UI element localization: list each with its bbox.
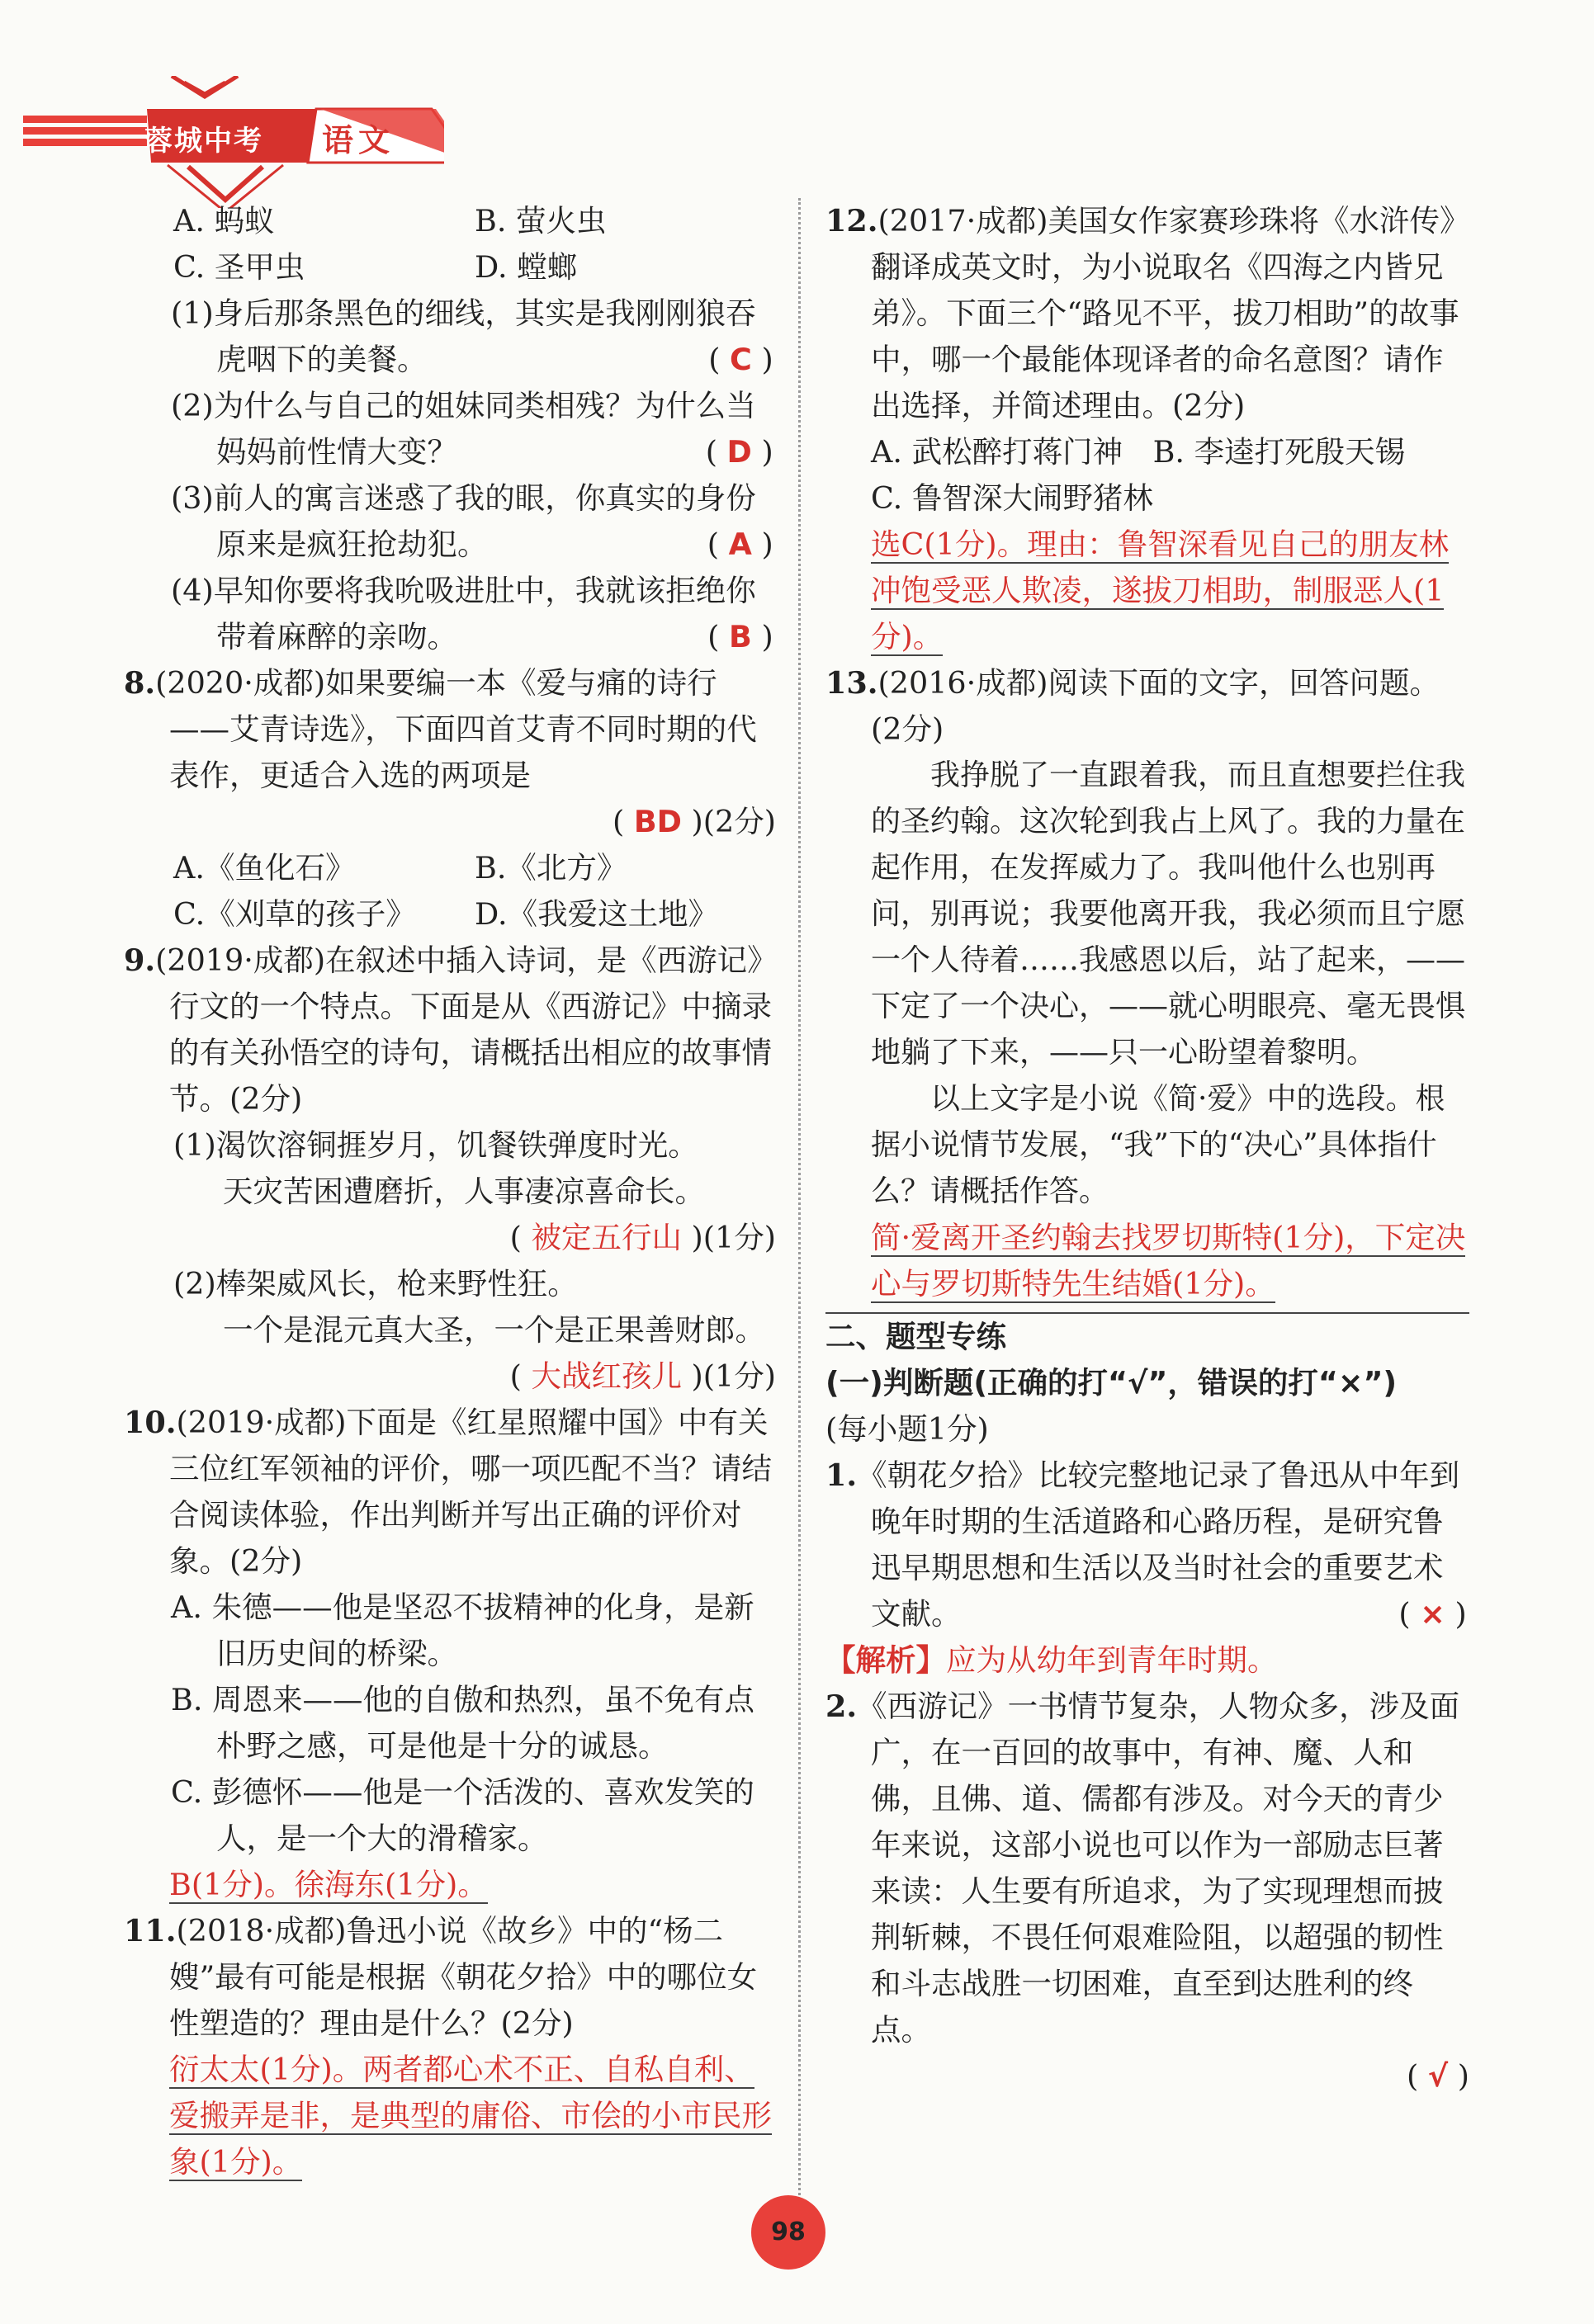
judge-2-mark-line: ( √ ) bbox=[1406, 2058, 1469, 2094]
q11-number: 11. bbox=[124, 1913, 177, 1948]
q7-item-3: (3)前人的寓言迷惑了我的眼，你真实的身份原来是疯狂抢劫犯。 ( A ) bbox=[171, 480, 773, 562]
judge-item-2: 2.《西游记》一书情节复杂，人物众多，涉及面广，在一百回的故事中，有神、魔、人和佛，且佛、道、儒都有涉及。对今天的青少年来说，这部小说也可以作为一部励志巨著来读：人生要有所追求，为了实现理想而披荆斩棘，不畏任何艰难险阻，以超强的韧性和斗志战胜一切困难，直至到达胜利的终点。 bbox=[825, 1689, 1460, 2048]
q10-option-b: B. 周恩来——他的自傲和热烈，虽不免有点朴野之感，可是他是十分的诚恳。 bbox=[171, 1682, 755, 1764]
q12-stem: 12.(2017·成都)美国女作家赛珍珠将《水浒传》翻译成英文时，为小说取名《四海之内皆兄弟》。下面三个“路见不平，拔刀相助”的故事中，哪一个最能体现译者的命名意图？请作出选择，并简述理由。(2分) bbox=[825, 203, 1459, 423]
q8-number: 8. bbox=[124, 665, 156, 701]
q11-answer: 衍太太(1分)。两者都心术不正、自私自利、爱搬弄是非，是典型的庸俗、市侩的小市民形象(1分)。 bbox=[169, 2052, 772, 2180]
subject-label: 语文 bbox=[322, 122, 395, 158]
q9-stem: 9.(2019·成都)在叙述中插入诗词，是《西游记》行文的一个特点。下面是从《西游记》中摘录的有关孙悟空的诗句，请概括出相应的故事情节。(2分) bbox=[124, 942, 772, 1117]
q8-answer: BD bbox=[633, 804, 682, 839]
judge-1-explanation bbox=[825, 1637, 1469, 1684]
q8-option-a: A.《鱼化石》 bbox=[173, 850, 356, 886]
q10-option-c: C. 彭德怀——他是一个活泼的、喜欢发笑的人，是一个大的滑稽家。 bbox=[171, 1774, 754, 1856]
q7-item-2: (2)为什么与自己的姐妹同类相残？为什么当妈妈前性情大变？ ( D ) bbox=[171, 388, 773, 470]
q13-stem: 13.(2016·成都)阅读下面的文字，回答问题。(2分) bbox=[825, 665, 1440, 747]
q10-answer: B(1分)。徐海东(1分)。 bbox=[169, 1867, 488, 1902]
q12-number: 12. bbox=[825, 203, 878, 239]
q8-options-row2 bbox=[124, 891, 776, 938]
q9-poem-1b: 天灾苦困遭磨折，人事凄凉喜命长。 bbox=[223, 1174, 705, 1209]
judge-1-number: 1. bbox=[825, 1457, 858, 1493]
q11-stem: 11.(2018·成都)鲁迅小说《故乡》中的“杨二嫂”最有可能是根据《朝花夕拾》中的哪位女性塑造的？理由是什么？(2分) bbox=[124, 1913, 758, 2041]
q13-question: 以上文字是小说《简·爱》中的选段。根据小说情节发展，“我”下的“决心”具体指什么？请概括作答。 bbox=[871, 1082, 1445, 1208]
q13-passage: 我挣脱了一直跟着我，而且直想要拦住我的圣约翰。这次轮到我占上风了。我的力量在起作用，在发挥威力了。我叫他什么也别再问，别再说；我要他离开我，我必须而且宁愿一个人待着……我感恩以后，站了起来，——下定了一个决心，——就心明眼亮、毫无畏惧地躺了下来，——只一心盼望着黎明。 bbox=[871, 758, 1466, 1070]
q8-stem: 8.(2020·成都)如果要编一本《爱与痛的诗行——艾青诗选》，下面四首艾青不同时期的代表作，更适合入选的两项是 bbox=[124, 665, 757, 793]
q10-option-a: A. 朱德——他是坚忍不拔精神的化身，是新旧历史间的桥梁。 bbox=[171, 1589, 754, 1671]
q8-options-row1 bbox=[124, 845, 776, 891]
q9-answer-2-line: ( 大战红孩儿 )(1分) bbox=[509, 1358, 776, 1394]
q9-answer-2: 大战红孩儿 bbox=[531, 1358, 682, 1394]
q7-option-d: D. 螳螂 bbox=[475, 249, 578, 285]
q8-option-b: B.《北方》 bbox=[475, 850, 627, 886]
q7-options-row2 bbox=[124, 244, 776, 290]
column-divider bbox=[798, 198, 801, 2195]
section-heading: 二、题型专练 bbox=[825, 1312, 1469, 1360]
q7-answer-4: B bbox=[729, 619, 752, 654]
page-number: 98 bbox=[751, 2195, 825, 2270]
q8-answer-line: ( BD )(2分) bbox=[612, 804, 776, 839]
q9-poem-1a: (1)渴饮溶铜捱岁月，饥餐铁弹度时光。 bbox=[173, 1127, 698, 1163]
explanation-text: 应为从幼年到青年时期。 bbox=[946, 1642, 1278, 1678]
q7-item-1: (1)身后那条黑色的细线，其实是我刚刚狼吞虎咽下的美餐。 ( C ) bbox=[171, 295, 773, 377]
q12-option-b: B. 李逵打死殷天锡 bbox=[1152, 434, 1406, 470]
q9-answer-1-line: ( 被定五行山 )(1分) bbox=[509, 1220, 776, 1255]
q12-options-ab bbox=[825, 429, 1469, 475]
q13-answer: 简·爱离开圣约翰去找罗切斯特(1分)，下定决心与罗切斯特先生结婚(1分)。 bbox=[871, 1220, 1466, 1301]
judge-1-mark: × bbox=[1420, 1596, 1445, 1632]
q8-option-d: D.《我爱这土地》 bbox=[475, 896, 719, 932]
q9-poem-2b: 一个是混元真大圣，一个是正果善财郎。 bbox=[223, 1312, 765, 1348]
left-column bbox=[124, 198, 776, 2185]
q8-option-c: C.《刈草的孩子》 bbox=[173, 896, 416, 932]
q10-answer-wrap bbox=[124, 1862, 776, 1908]
explanation-tag: 【解析】 bbox=[825, 1642, 946, 1678]
q7-options-row1 bbox=[124, 198, 776, 244]
q13-answer-wrap bbox=[871, 1215, 1469, 1307]
q12-option-c: C. 鲁智深大闹野猪林 bbox=[871, 480, 1153, 516]
q11-answer-wrap bbox=[124, 2047, 776, 2185]
q9-poem-2a: (2)棒架威风长，枪来野性狂。 bbox=[173, 1266, 578, 1301]
brand-logo-text: 蓉城中考 bbox=[144, 125, 263, 158]
q12-answer-wrap bbox=[825, 522, 1469, 660]
q13-number: 13. bbox=[825, 665, 878, 701]
q10-stem: 10.(2019·成都)下面是《红星照耀中国》中有关三位红军领袖的评价，哪一项匹配不当？请结合阅读体验，作出判断并写出正确的评价对象。(2分) bbox=[124, 1405, 772, 1579]
q9-number: 9. bbox=[124, 942, 156, 978]
q12-answer: 选C(1分)。理由：鲁智深看见自己的朋友林冲饱受恶人欺凌，遂拔刀相助，制服恶人(1分)。 bbox=[871, 527, 1450, 654]
q9-answer-1: 被定五行山 bbox=[531, 1220, 682, 1255]
q10-number: 10. bbox=[124, 1405, 177, 1440]
q7-answer-3: A bbox=[728, 527, 752, 562]
q12-option-a: A. 武松醉打蒋门神 bbox=[871, 434, 1123, 470]
q7-answer-2: D bbox=[726, 434, 752, 470]
section-note: (每小题1分) bbox=[825, 1411, 989, 1447]
right-column bbox=[825, 198, 1469, 2100]
judge-2-number: 2. bbox=[825, 1689, 858, 1724]
q7-option-a: A. 蚂蚁 bbox=[173, 203, 275, 239]
section-subheading: (一)判断题(正确的打“√”，错误的打“×”) bbox=[825, 1365, 1398, 1401]
q7-option-b: B. 萤火虫 bbox=[475, 203, 607, 239]
q7-item-4: (4)早知你要将我吮吸进肚中，我就该拒绝你带着麻醉的亲吻。 ( B ) bbox=[171, 573, 773, 654]
judge-2-mark: √ bbox=[1427, 2058, 1449, 2094]
q7-option-c: C. 圣甲虫 bbox=[173, 249, 305, 285]
q7-answer-1: C bbox=[730, 342, 752, 377]
judge-item-1: 1.《朝花夕拾》比较完整地记录了鲁迅从中年到晚年时期的生活道路和心路历程，是研究鲁迅早期思想和生活以及当时社会的重要艺术文献。 ( × ) bbox=[825, 1457, 1467, 1632]
